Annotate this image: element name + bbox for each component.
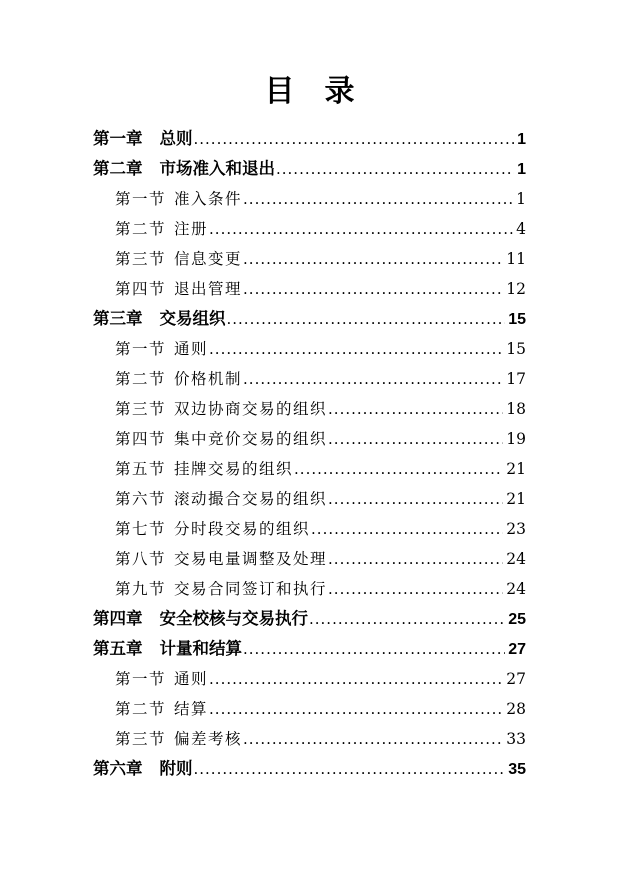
toc-entry-num: 第二节	[115, 700, 167, 718]
toc-entry-num: 第二节	[115, 370, 167, 388]
toc-entry-title: 退出管理	[174, 280, 243, 298]
toc-entry-page: 27	[508, 641, 526, 658]
toc-entry-page: 4	[516, 220, 526, 238]
toc-entry-page: 11	[506, 250, 526, 268]
toc-list	[93, 124, 526, 784]
toc-entry-title: 准入条件	[174, 190, 243, 208]
toc-title: 目 录	[264, 74, 355, 109]
toc-entry-title: 信息变更	[174, 250, 243, 268]
toc-entry-chapter[interactable]	[93, 304, 526, 334]
toc-entry-page: 1	[517, 131, 526, 148]
toc-entry-num: 第四节	[115, 280, 167, 298]
toc-entry-title: 总则	[159, 130, 193, 148]
dot-leader	[328, 424, 503, 454]
toc-entry-page: 1	[516, 190, 526, 208]
toc-entry-page: 23	[506, 520, 526, 538]
toc-entry-chapter[interactable]	[93, 754, 526, 784]
dot-leader	[209, 334, 503, 364]
toc-entry-section[interactable]	[93, 724, 526, 754]
dot-leader	[328, 544, 503, 574]
dot-leader	[328, 484, 503, 514]
toc-entry-title: 市场准入和退出	[159, 160, 275, 178]
toc-entry-num: 第八节	[115, 550, 167, 568]
toc-entry-page: 18	[506, 400, 526, 418]
toc-entry-page: 35	[508, 761, 526, 778]
toc-entry-page: 24	[506, 550, 526, 568]
toc-entry-num: 第一节	[115, 670, 167, 688]
toc-entry-section[interactable]	[93, 484, 526, 514]
dot-leader	[294, 454, 503, 484]
toc-entry-title: 安全校核与交易执行	[159, 610, 308, 628]
dot-leader	[243, 364, 503, 394]
dot-leader	[227, 304, 506, 334]
toc-entry-num: 第七节	[115, 520, 167, 538]
toc-entry-chapter[interactable]	[93, 124, 526, 154]
toc-entry-section[interactable]	[93, 694, 526, 724]
toc-entry-chapter[interactable]	[93, 634, 526, 664]
toc-entry-section[interactable]	[93, 424, 526, 454]
toc-entry-num: 第一章	[93, 130, 143, 148]
toc-entry-num: 第三节	[115, 250, 167, 268]
toc-entry-section[interactable]	[93, 394, 526, 424]
toc-entry-page: 33	[506, 730, 526, 748]
toc-entry-title: 计量和结算	[159, 640, 242, 658]
dot-leader	[209, 694, 503, 724]
toc-entry-chapter[interactable]	[93, 604, 526, 634]
toc-entry-title: 通则	[174, 670, 209, 688]
dot-leader	[328, 394, 503, 424]
toc-entry-num: 第六节	[115, 490, 167, 508]
toc-entry-title: 附则	[159, 760, 193, 778]
dot-leader	[328, 574, 503, 604]
toc-entry-title: 结算	[174, 700, 209, 718]
toc-entry-num: 第一节	[115, 340, 167, 358]
toc-entry-title: 交易组织	[159, 310, 226, 328]
dot-leader	[276, 154, 514, 184]
toc-entry-section[interactable]	[93, 364, 526, 394]
toc-entry-title: 价格机制	[174, 370, 243, 388]
toc-entry-page: 12	[506, 280, 526, 298]
toc-entry-page: 21	[506, 490, 526, 508]
dot-leader	[243, 244, 503, 274]
dot-leader	[194, 754, 506, 784]
toc-entry-num: 第一节	[115, 190, 167, 208]
toc-entry-section[interactable]	[93, 214, 526, 244]
toc-entry-num: 第三节	[115, 400, 167, 418]
toc-entry-section[interactable]	[93, 334, 526, 364]
toc-entry-title: 滚动撮合交易的组织	[174, 490, 328, 508]
toc-entry-page: 19	[506, 430, 526, 448]
toc-entry-section[interactable]	[93, 274, 526, 304]
toc-entry-title: 注册	[174, 220, 209, 238]
toc-entry-page: 15	[508, 311, 526, 328]
dot-leader	[243, 274, 503, 304]
toc-entry-num: 第二章	[93, 160, 143, 178]
toc-entry-page: 21	[506, 460, 526, 478]
toc-entry-title: 分时段交易的组织	[174, 520, 311, 538]
toc-entry-section[interactable]	[93, 664, 526, 694]
toc-entry-title: 通则	[174, 340, 209, 358]
toc-entry-section[interactable]	[93, 514, 526, 544]
toc-entry-section[interactable]	[93, 574, 526, 604]
dot-leader	[209, 664, 503, 694]
dot-leader	[194, 124, 515, 154]
dot-leader	[243, 184, 513, 214]
toc-entry-section[interactable]	[93, 454, 526, 484]
toc-entry-page: 24	[506, 580, 526, 598]
dot-leader	[309, 604, 505, 634]
dot-leader	[243, 634, 505, 664]
dot-leader	[209, 214, 513, 244]
toc-entry-num: 第四节	[115, 430, 167, 448]
toc-entry-num: 第五节	[115, 460, 167, 478]
toc-entry-title: 集中竞价交易的组织	[174, 430, 328, 448]
toc-entry-num: 第二节	[115, 220, 167, 238]
toc-entry-title: 偏差考核	[174, 730, 243, 748]
toc-entry-num: 第九节	[115, 580, 167, 598]
toc-entry-title: 双边协商交易的组织	[174, 400, 328, 418]
toc-entry-page: 25	[508, 611, 526, 628]
toc-entry-chapter[interactable]	[93, 154, 526, 184]
toc-entry-num: 第三章	[93, 310, 143, 328]
toc-entry-title: 交易电量调整及处理	[174, 550, 328, 568]
toc-entry-section[interactable]	[93, 244, 526, 274]
toc-entry-num: 第四章	[93, 610, 143, 628]
toc-entry-page: 27	[506, 670, 526, 688]
toc-entry-page: 15	[506, 340, 526, 358]
toc-entry-section[interactable]	[93, 184, 526, 214]
toc-entry-num: 第三节	[115, 730, 167, 748]
toc-entry-page: 28	[506, 700, 526, 718]
toc-entry-page: 1	[517, 161, 526, 178]
toc-entry-num: 第六章	[93, 760, 143, 778]
dot-leader	[311, 514, 503, 544]
toc-entry-num: 第五章	[93, 640, 143, 658]
toc-entry-page: 17	[506, 370, 526, 388]
toc-entry-section[interactable]	[93, 544, 526, 574]
toc-entry-title: 交易合同签订和执行	[174, 580, 328, 598]
toc-entry-title: 挂牌交易的组织	[174, 460, 294, 478]
dot-leader	[243, 724, 503, 754]
